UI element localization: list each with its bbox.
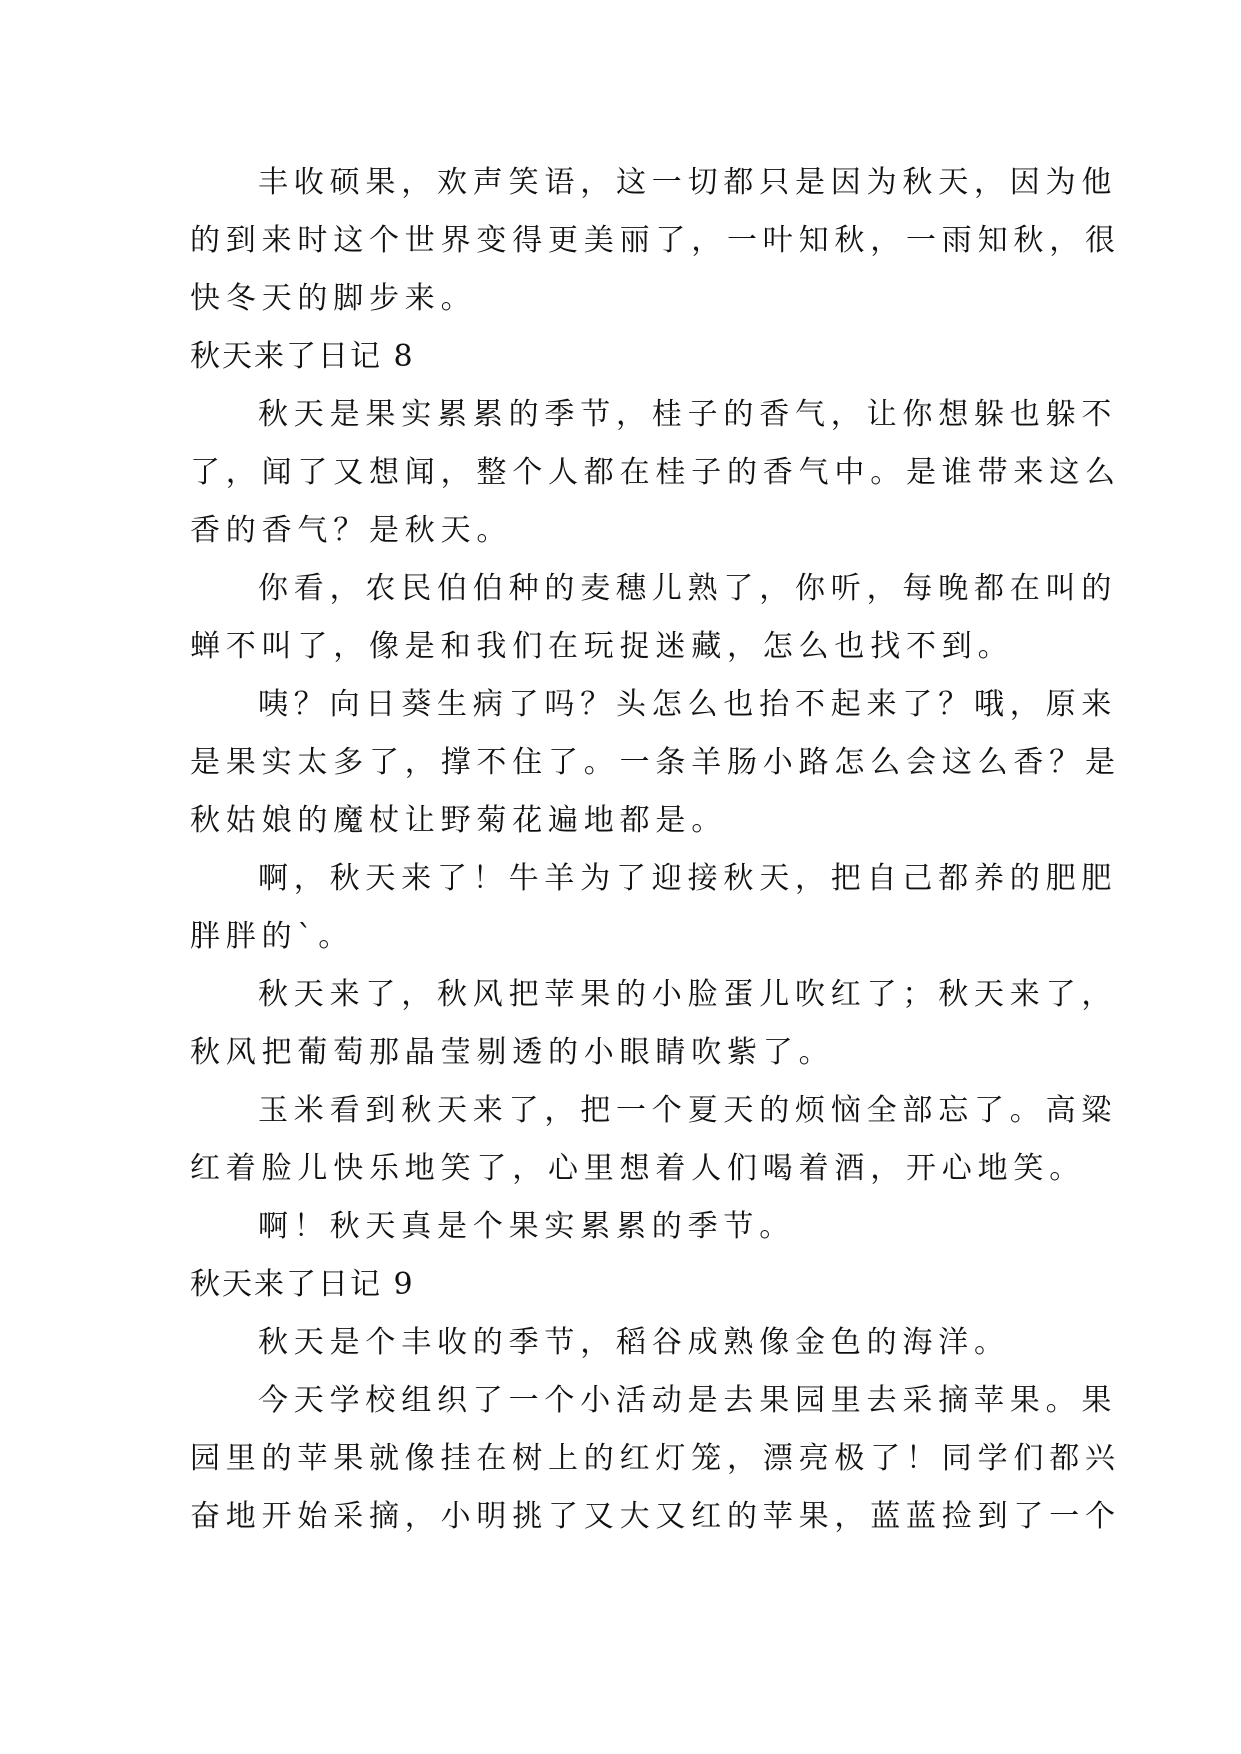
section-heading: 秋天来了日记 8 <box>190 339 415 374</box>
paragraph-line: 秋天是果实累累的季节，桂子的香气，让你想躲也躲不 <box>258 397 1118 432</box>
paragraph-line: 秋风把葡萄那晶莹剔透的小眼睛吹紫了。 <box>190 1035 835 1070</box>
paragraph-line: 蝉不叫了，像是和我们在玩捉迷藏，怎么也找不到。 <box>190 629 1014 664</box>
document-body <box>190 154 1121 1546</box>
paragraph-line: 玉米看到秋天来了，把一个夏天的烦恼全部忘了。高粱 <box>258 1093 1118 1128</box>
paragraph-line: 秋姑娘的魔杖让野菊花遍地都是。 <box>190 803 727 838</box>
paragraph-line: 丰收硕果，欢声笑语，这一切都只是因为秋天，因为他 <box>258 165 1118 200</box>
paragraph-line: 快冬天的脚步来。 <box>190 281 477 316</box>
paragraph-line: 奋地开始采摘，小明挑了又大又红的苹果，蓝蓝捡到了一个 <box>190 1499 1121 1534</box>
paragraph-line: 咦？向日葵生病了吗？头怎么也抬不起来了？哦，原来 <box>258 687 1118 722</box>
paragraph-line: 你看，农民伯伯种的麦穗儿熟了，你听，每晚都在叫的 <box>258 571 1118 606</box>
paragraph-line: 是果实太多了，撑不住了。一条羊肠小路怎么会这么香？是 <box>190 745 1121 780</box>
paragraph-line: 秋天是个丰收的季节，稻谷成熟像金色的海洋。 <box>258 1325 1010 1360</box>
paragraph-line: 秋天来了，秋风把苹果的小脸蛋儿吹红了；秋天来了， <box>258 977 1118 1012</box>
paragraph-line: 啊！秋天真是个果实累累的季节。 <box>258 1209 795 1244</box>
paragraph-line: 香的香气？是秋天。 <box>190 513 513 548</box>
paragraph-line: 园里的苹果就像挂在树上的红灯笼，漂亮极了！同学们都兴 <box>190 1441 1121 1476</box>
paragraph-line: 了，闻了又想闻，整个人都在桂子的香气中。是谁带来这么 <box>190 455 1121 490</box>
paragraph-line: 红着脸儿快乐地笑了，心里想着人们喝着酒，开心地笑。 <box>190 1151 1085 1186</box>
paragraph-line: 胖胖的`。 <box>190 919 354 954</box>
paragraph-line: 今天学校组织了一个小活动是去果园里去采摘苹果。果 <box>258 1383 1118 1418</box>
section-heading: 秋天来了日记 9 <box>190 1267 415 1302</box>
paragraph-line: 啊，秋天来了！牛羊为了迎接秋天，把自己都养的肥肥 <box>258 861 1118 896</box>
paragraph-line: 的到来时这个世界变得更美丽了，一叶知秋，一雨知秋，很 <box>190 223 1121 258</box>
